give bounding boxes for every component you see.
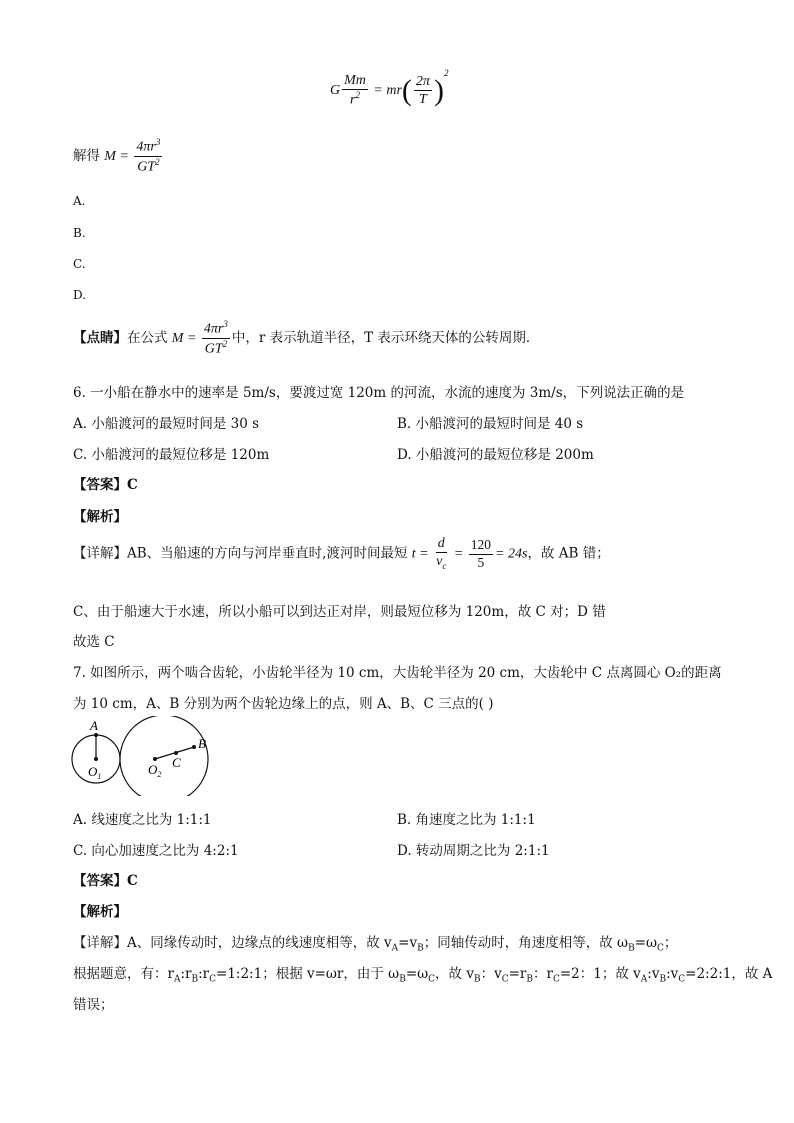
- q6-stem: 6. 一小船在静水中的速率是 5m/s，要渡过宽 120m 的河流，水流的速度为 3m/s，下列说法正确的是: [73, 385, 685, 401]
- point-o2: [153, 757, 157, 761]
- label-a: A: [90, 718, 98, 733]
- q7-option-b: B. 角速度之比为 1:1:1: [397, 812, 536, 828]
- q7-stem-line2: 为 10 cm，A、B 分别为两个齿轮边缘上的点，则 A、B、C 三点的( ): [73, 696, 494, 712]
- solve-line: 解得 M = $\frac{4\pi r^3}{GT^2}$: [73, 137, 161, 175]
- q6-option-c: C. 小船渡河的最短位移是 120m: [73, 447, 270, 463]
- q6-detail-line2: C、由于船速大于水速，所以小船可以到达正对岸，则最短位移为 120m，故 C 对；D 错: [73, 604, 606, 620]
- blank-option-d: D.: [73, 288, 87, 302]
- label-b: B: [198, 736, 206, 751]
- blank-option-a: A.: [73, 194, 86, 208]
- q7-option-a: A. 线速度之比为 1:1:1: [73, 812, 212, 828]
- point-a: [94, 733, 98, 737]
- q6-option-b: B. 小船渡河的最短时间是 40 s: [397, 416, 584, 432]
- label-o2: $O_2$: [148, 762, 162, 779]
- point-b: [192, 745, 196, 749]
- q6-option-d: D. 小船渡河的最短位移是 200m: [397, 447, 594, 463]
- q7-analysis: 【解析】: [73, 904, 127, 920]
- q6-detail-line3: 故选 C: [73, 634, 115, 650]
- q7-detail-line1: 【详解】A、同缘传动时，边缘点的线速度相等，故 $v_A=v_B$；同轴传动时，角速度相等，故 $\omega_B=\omega_C$；: [73, 935, 678, 954]
- dianjing-note: 【点睛】在公式 M = $\frac{4\pi r^3}{GT^2}$ 中，r 表示轨道半径，T 表示环绕天体的公转周期．: [73, 319, 540, 357]
- q7-answer: 【答案】C: [73, 873, 138, 889]
- label-o1: $O_1$: [88, 764, 102, 781]
- gears-figure: [68, 716, 228, 796]
- blank-option-c: C.: [73, 257, 86, 271]
- q6-option-a: A. 小船渡河的最短时间是 30 s: [73, 416, 260, 432]
- q7-stem-line1: 7. 如图所示，两个啮合齿轮，小齿轮半径为 10 cm，大齿轮半径为 20 cm，大齿轮中 C 点离圆心 O₂的距离: [73, 665, 722, 681]
- gravity-equation: G $\frac{Mm}{r^2}$ = mr( $\frac{2\pi}{T}$ )$^2$: [330, 68, 449, 109]
- q6-detail-line1: 【详解】AB、当船速的方向与河岸垂直时,渡河时间最短 t = $\frac{d}{v_c}$ = $\frac{120}{5}$ = 24s，故 AB 错；: [73, 536, 610, 572]
- label-c: C: [172, 755, 181, 770]
- point-o1: [94, 757, 98, 761]
- q7-option-d: D. 转动周期之比为 2:1:1: [397, 843, 550, 859]
- q6-analysis: 【解析】: [73, 509, 127, 525]
- blank-option-b: B.: [73, 226, 86, 240]
- q6-answer: 【答案】C: [73, 477, 138, 493]
- q7-detail-line3: 错误；: [73, 997, 114, 1013]
- q7-detail-line2: 根据题意，有：$r_A:r_B:r_C=1:2:1$；根据 v=ωr，由于 $\omega_B=\omega_C$，故 $v_B$：$v_C=r_B$：$r_C=2$：1；故 $v_A:v_B:v_C=2:2:1$，故 A: [73, 966, 773, 985]
- q7-option-c: C. 向心加速度之比为 4:2:1: [73, 843, 239, 859]
